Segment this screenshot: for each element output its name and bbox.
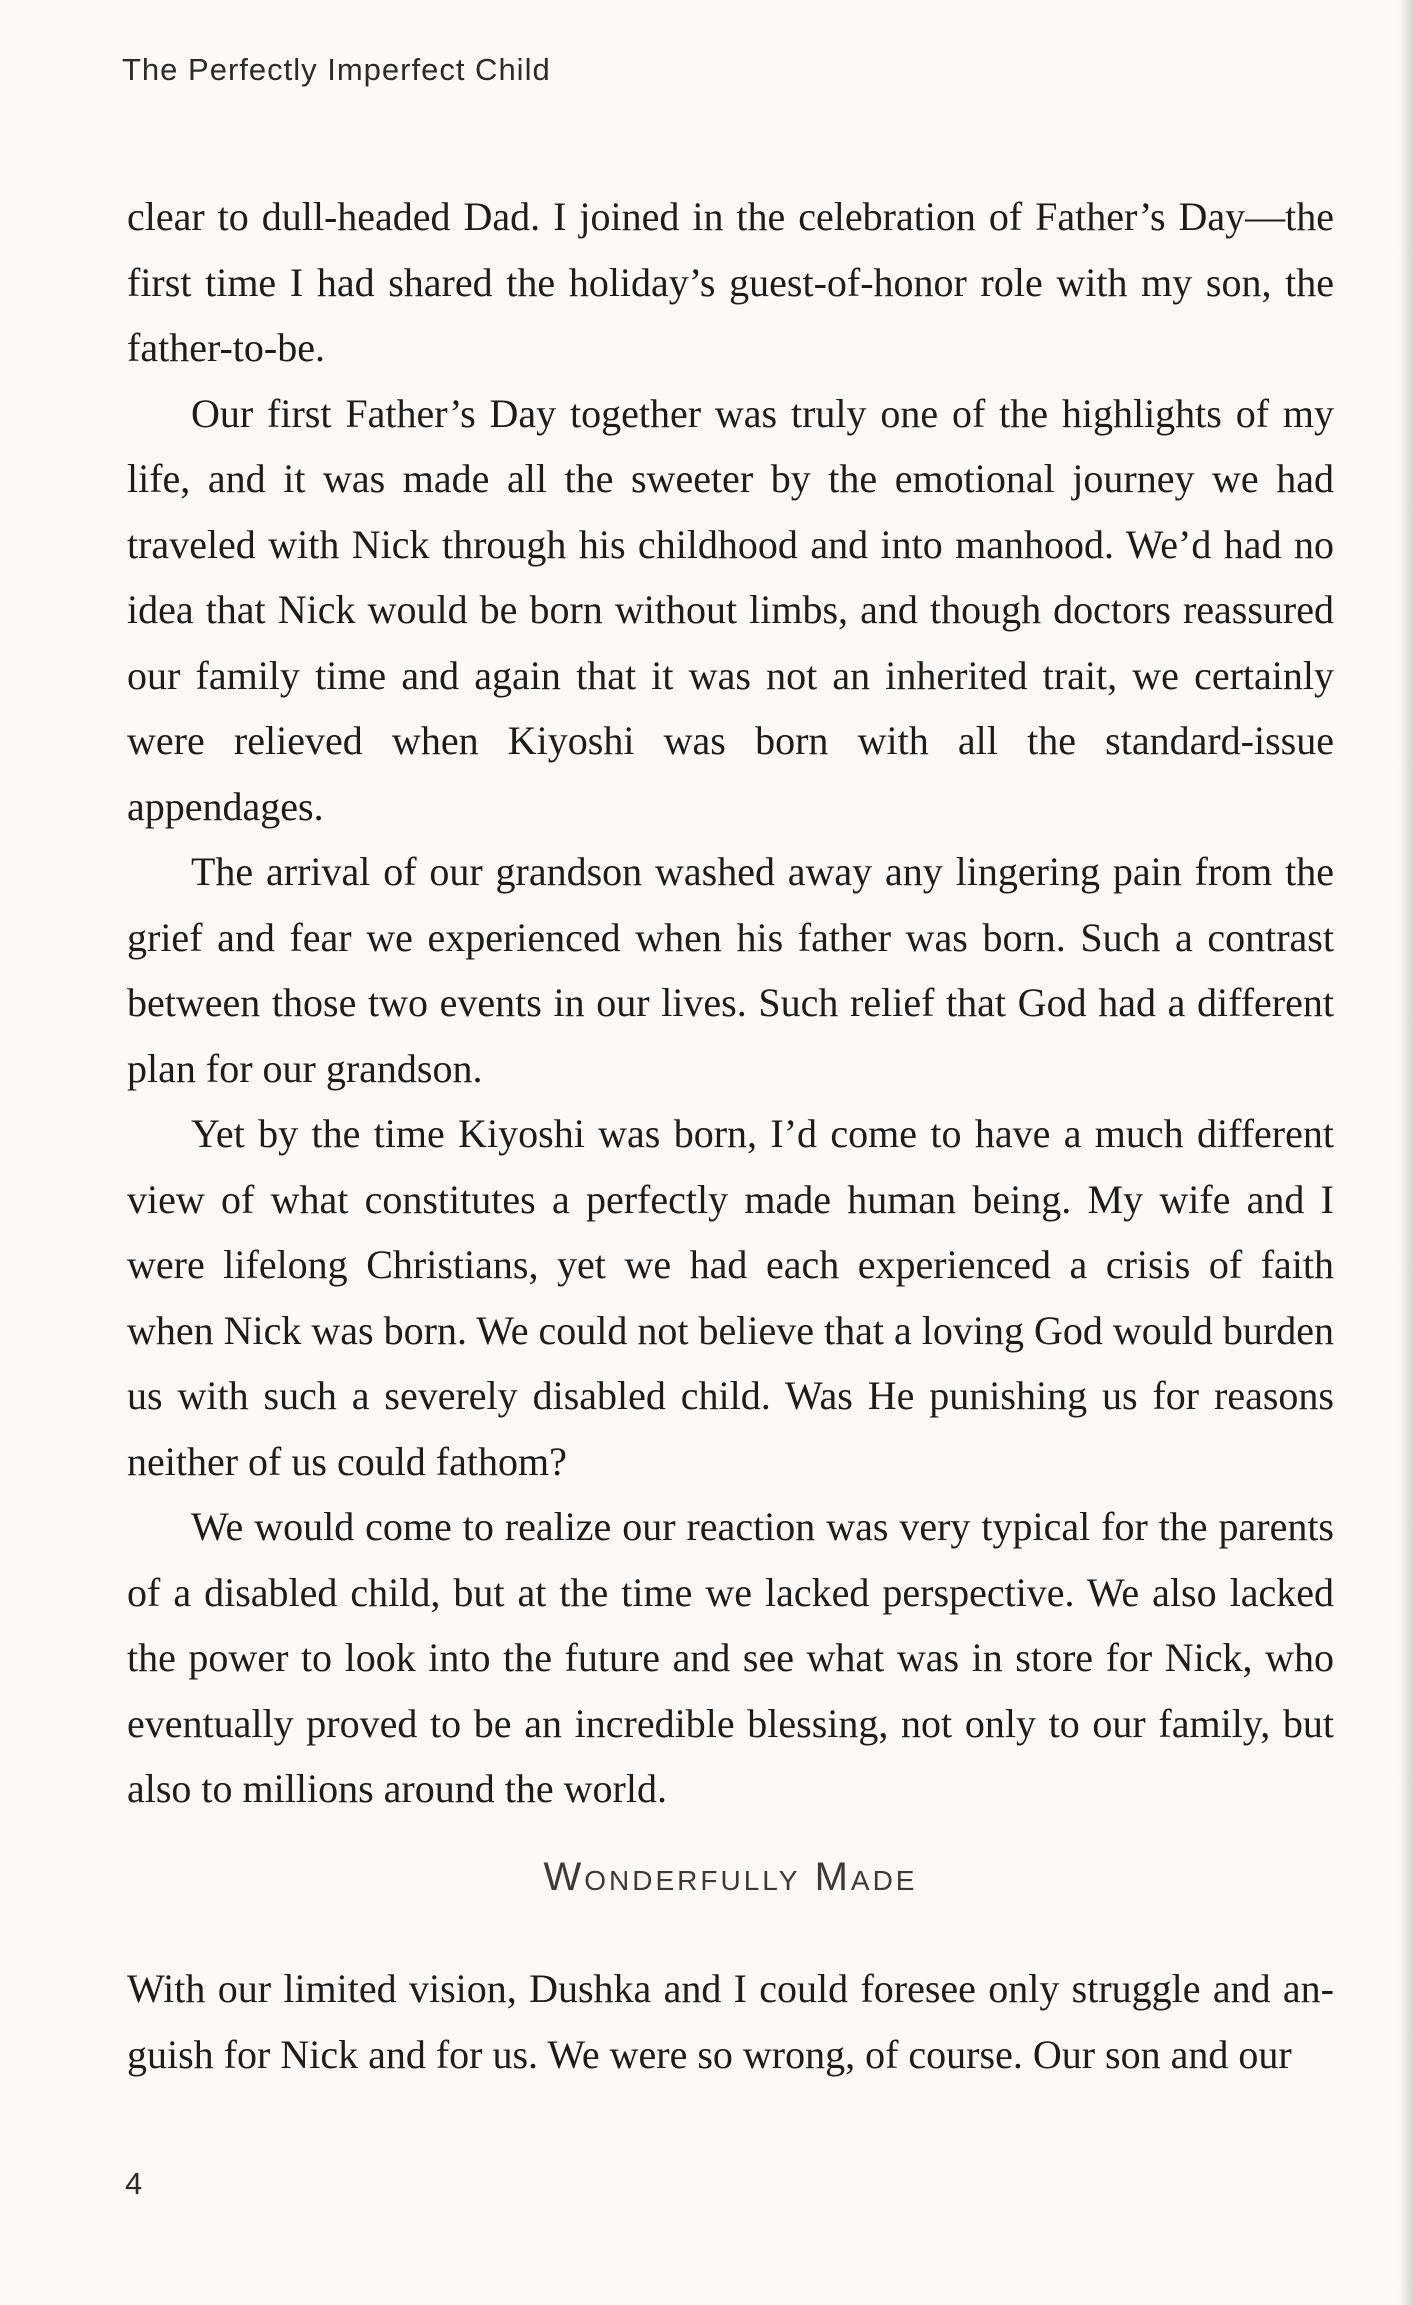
paragraph-continued: clear to dull-headed Dad. I joined in the celebration of Father’s Day—the first time I had shared the holiday’s guest-of-honor role with my son, the father-to-be. [127,194,1334,370]
page-number: 4 [125,2166,143,2201]
section-heading: Wonderfully Made [543,1855,918,1899]
paragraph: We would come to realize our reaction was very typical for the parents of a disabled child, but at the time we lacked perspective. We also lacked the power to look into the future and see what was in store for Nick, who eventually proved to be an incredible blessing, not only to our family, but also to millions around the world. [127,1504,1334,1811]
paragraph: With our limited vision, Dushka and I could foresee only struggle and anguish for Nick and for us. We were so wrong, of course. Our son and our [127,1966,1334,2077]
paragraph: Our first Father’s Day together was truly one of the highlights of my life, and it was made all the sweeter by the emotional journey we had traveled with Nick through his childhood and into manhood. We’d had no idea that Nick would be born without limbs, and though doctors reassured our family time and again that it was not an inherited trait, we certainly were relieved when Kiyoshi was born with all the standard-issue appendages. [127,390,1334,829]
running-head: The Perfectly Imperfect Child [122,52,551,87]
body-text [127,184,1334,1822]
section-body-text [127,1956,1334,2087]
paragraph: Yet by the time Kiyoshi was born, I’d come to have a much different view of what constitutes a perfectly made human being. My wife and I were lifelong Christians, yet we had each experienced a crisis of faith when Nick was born. We could not believe that a loving God would burden us with such a severely disabled child. Was He punishing us for reasons neither of us could fathom? [127,1111,1334,1484]
page-edge-shadow [1399,0,1413,2305]
paragraph: The arrival of our grandson washed away any lingering pain from the grief and fear we experienced when his father was born. Such a contrast between those two events in our lives. Such relief that God had a different plan for our grandson. [127,849,1334,1091]
